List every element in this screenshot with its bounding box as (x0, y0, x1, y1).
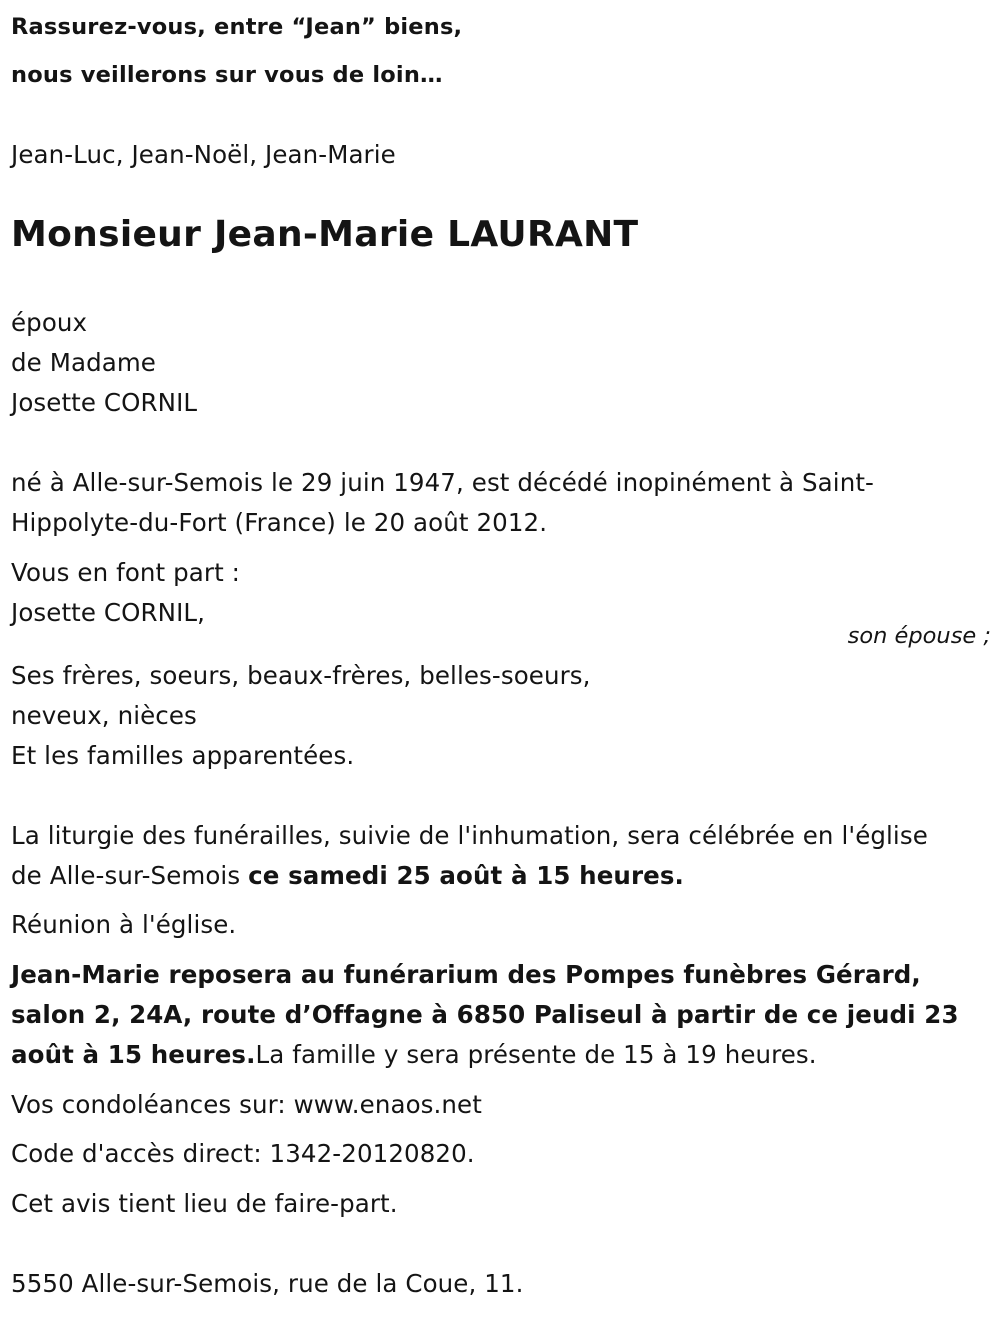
deceased-name: Monsieur Jean-Marie LAURANT (11, 214, 639, 255)
meeting-line: Réunion à l'église. (11, 910, 237, 939)
address-line: 5550 Alle-sur-Semois, rue de la Coue, 11. (11, 1269, 524, 1298)
ceremony-place: de Alle-sur-Semois (11, 861, 249, 890)
notice-line: Cet avis tient lieu de faire-part. (11, 1189, 398, 1218)
access-code-line: Code d'accès direct: 1342-20120820. (11, 1139, 475, 1168)
ceremony-line-1: La liturgie des funérailles, suivie de l'inhumation, sera célébrée en l'église (11, 821, 928, 850)
funeral-home-line-2: salon 2, 24A, route d’Offagne à 6850 Paliseul à partir de ce jeudi 23 (11, 1000, 959, 1029)
family-line-2: neveux, nièces (11, 701, 197, 730)
funeral-home-time: août à 15 heures. (11, 1040, 256, 1069)
family-line-1: Ses frères, soeurs, beaux-frères, belles-soeurs, (11, 661, 591, 690)
condolences-line: Vos condoléances sur: www.enaos.net (11, 1090, 482, 1119)
family-line-3: Et les familles apparentées. (11, 741, 355, 770)
ceremony-line-2 (11, 861, 684, 891)
funeral-home-line-1: Jean-Marie reposera au funérarium des Pompes funèbres Gérard, (11, 960, 921, 989)
signatories-line: Jean-Luc, Jean-Noël, Jean-Marie (11, 140, 396, 169)
spouse-line-2: de Madame (11, 348, 156, 377)
motto-line-2: nous veillerons sur vous de loin… (11, 62, 443, 88)
funeral-home-line-3 (11, 1040, 817, 1070)
announce-spouse-role: son épouse ; (847, 623, 991, 649)
announce-spouse-name: Josette CORNIL, (11, 598, 206, 627)
birth-death-line-2: Hippolyte-du-Fort (France) le 20 août 2012. (11, 508, 548, 537)
announce-intro: Vous en font part : (11, 558, 241, 587)
spouse-line-3: Josette CORNIL (11, 388, 198, 417)
ceremony-datetime: ce samedi 25 août à 15 heures. (248, 861, 684, 890)
family-presence: La famille y sera présente de 15 à 19 heures. (255, 1040, 817, 1069)
birth-death-line-1: né à Alle-sur-Semois le 29 juin 1947, est décédé inopinément à Saint- (11, 468, 874, 497)
spouse-line-1: époux (11, 308, 88, 337)
motto-line-1: Rassurez-vous, entre “Jean” biens, (11, 14, 463, 40)
